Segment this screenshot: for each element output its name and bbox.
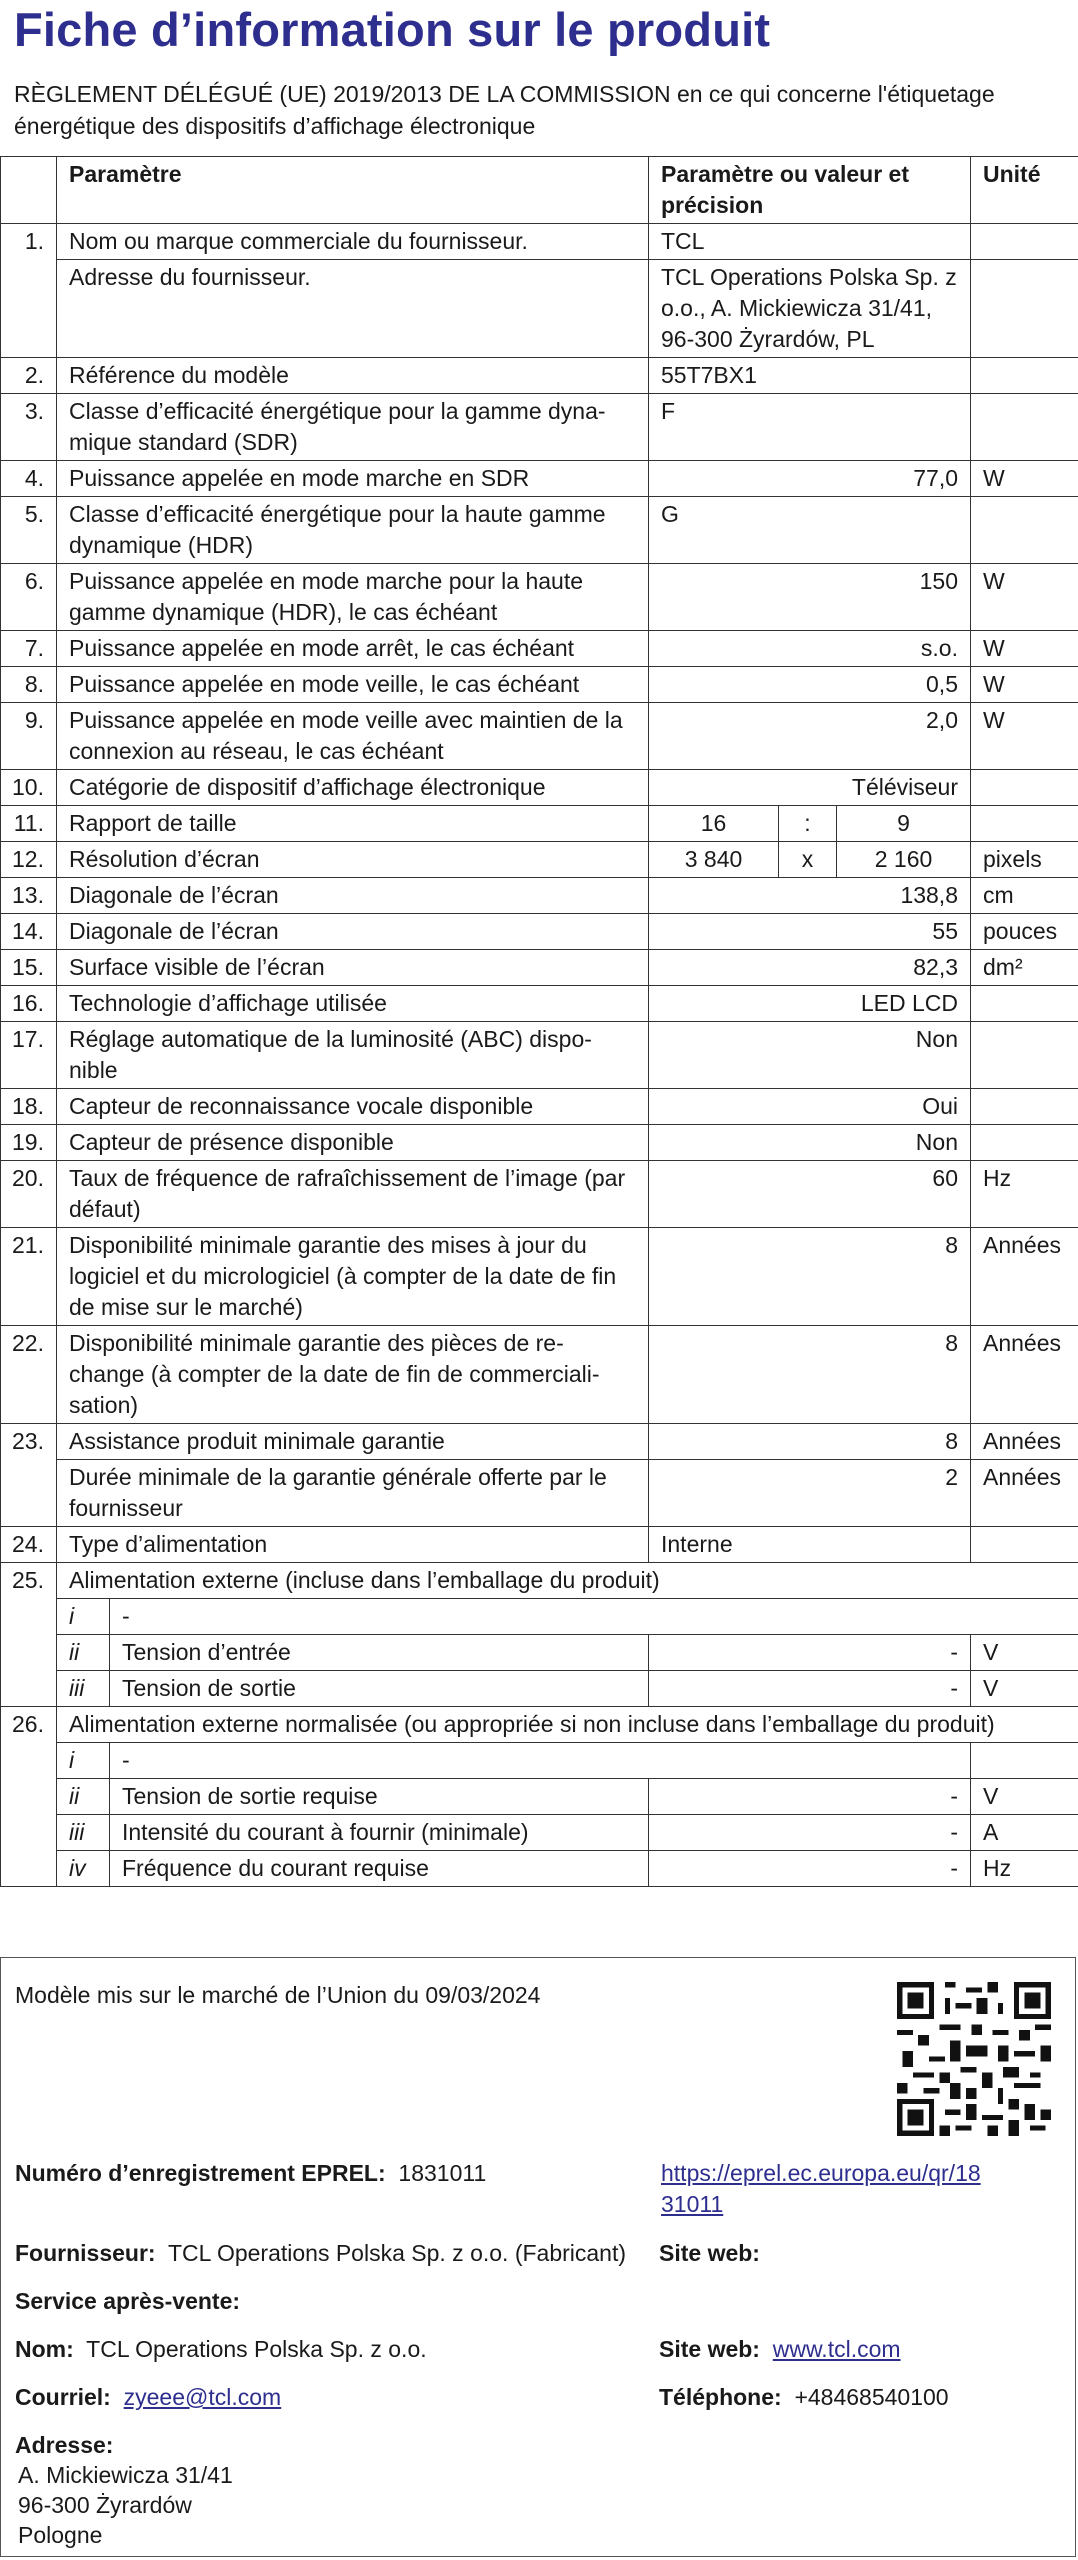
market-date: Modèle mis sur le marché de l’Union du 09/03/2024	[15, 1982, 541, 2008]
table-row: 3. Classe d’efficacité énergétique pour la gamme dyna-mique standard (SDR) F	[1, 394, 1078, 461]
address-line: 96-300 Żyrardów	[18, 2492, 192, 2518]
service-name-row: Nom: TCL Operations Polska Sp. z o.o.	[15, 2336, 427, 2362]
sub-row: ii Tension d’entrée - V	[1, 1635, 1078, 1671]
service-site-row: Site web: www.tcl.com	[659, 2336, 901, 2362]
table-row: 7. Puissance appelée en mode arrêt, le cas échéant s.o. W	[1, 631, 1078, 667]
service-label: Service après-vente:	[15, 2288, 241, 2314]
table-row: 4. Puissance appelée en mode marche en SDR 77,0 W	[1, 461, 1078, 497]
regulation-subtitle: RÈGLEMENT DÉLÉGUÉ (UE) 2019/2013 DE LA COMMISSION en ce qui concerne l'étiquetage énergétique des dispositifs d’affichage électronique	[14, 81, 995, 139]
qr-code-icon[interactable]	[897, 1982, 1051, 2136]
eprel-label: Numéro d’enregistrement EPREL:	[15, 2160, 386, 2186]
table-row: 16. Technologie d’affichage utilisée LED LCD	[1, 986, 1078, 1022]
email-row: Courriel: zyeee@tcl.com	[15, 2384, 282, 2410]
sub-row: iii Tension de sortie - V	[1, 1671, 1078, 1707]
table-row: 10. Catégorie de dispositif d’affichage électronique Téléviseur	[1, 770, 1078, 806]
supplier-site-label: Site web:	[659, 2240, 760, 2266]
table-row: 1. Nom ou marque commerciale du fournisseur. TCL	[1, 224, 1078, 260]
table-row: 15. Surface visible de l’écran 82,3 dm²	[1, 950, 1078, 986]
table-row: 17. Réglage automatique de la luminosité (ABC) dispo-nible Non	[1, 1022, 1078, 1089]
table-row: 9. Puissance appelée en mode veille avec maintien de la connexion au réseau, le cas échéant 2,0 W	[1, 703, 1078, 770]
phone-row: Téléphone: +48468540100	[659, 2384, 949, 2410]
supplier-row: Fournisseur: TCL Operations Polska Sp. z o.o. (Fabricant)	[15, 2240, 627, 2266]
header-param: Paramètre	[57, 157, 649, 224]
spec-table	[0, 156, 1078, 1887]
page-title: Fiche d’information sur le produit	[14, 3, 771, 56]
sub-row: iv Fréquence du courant requise - Hz	[1, 1851, 1078, 1887]
table-row: 2. Référence du modèle 55T7BX1	[1, 358, 1078, 394]
sub-row: i -	[1, 1599, 1078, 1635]
table-row: 18. Capteur de reconnaissance vocale disponible Oui	[1, 1089, 1078, 1125]
table-row: 5. Classe d’efficacité énergétique pour la haute gamme dynamique (HDR) G	[1, 497, 1078, 564]
table-row: 21. Disponibilité minimale garantie des mises à jour du logiciel et du micrologiciel (à compter de la date de fin de mise sur le marché) 8 Années	[1, 1228, 1078, 1326]
table-row: 25. Alimentation externe (incluse dans l’emballage du produit)	[1, 1563, 1078, 1599]
registration-panel	[0, 1957, 1076, 2557]
table-row: Durée minimale de la garantie générale offerte par le fournisseur 2 Années	[1, 1460, 1078, 1527]
table-row: 19. Capteur de présence disponible Non	[1, 1125, 1078, 1161]
eprel-row	[15, 2158, 486, 2189]
sub-row: iii Intensité du courant à fournir (minimale) - A	[1, 1815, 1078, 1851]
eprel-number: 1831011	[398, 2160, 487, 2186]
email-link[interactable]: zyeee@tcl.com	[123, 2384, 282, 2410]
address-label: Adresse:	[15, 2432, 114, 2458]
table-row: 11. Rapport de taille 16 : 9	[1, 806, 1078, 842]
address-line: Pologne	[18, 2522, 103, 2548]
table-row: 6. Puissance appelée en mode marche pour la haute gamme dynamique (HDR), le cas échéant 150 W	[1, 564, 1078, 631]
table-row: 26. Alimentation externe normalisée (ou appropriée si non incluse dans l’emballage du produit)	[1, 1707, 1078, 1743]
address-line: A. Mickiewicza 31/41	[18, 2462, 233, 2488]
table-row: 8. Puissance appelée en mode veille, le cas échéant 0,5 W	[1, 667, 1078, 703]
website-link[interactable]: www.tcl.com	[772, 2336, 901, 2362]
table-row: 22. Disponibilité minimale garantie des pièces de re-change (à compter de la date de fin de commerciali-sation) 8 Années	[1, 1326, 1078, 1424]
table-row: Adresse du fournisseur. TCL Operations Polska Sp. z o.o., A. Mickiewicza 31/41, 96-300 Żyrardów, PL	[1, 260, 1078, 358]
table-row: 13. Diagonale de l’écran 138,8 cm	[1, 878, 1078, 914]
table-row: 12. Résolution d’écran 3 840 x 2 160 pixels	[1, 842, 1078, 878]
eprel-link[interactable]: https://eprel.ec.europa.eu/qr/18 31011	[661, 2160, 981, 2217]
header-value: Paramètre ou valeur et précision	[649, 157, 971, 224]
header-unit: Unité	[971, 157, 1078, 224]
sub-row: i -	[1, 1743, 1078, 1779]
table-row: 14. Diagonale de l’écran 55 pouces	[1, 914, 1078, 950]
table-row: 23. Assistance produit minimale garantie 8 Années	[1, 1424, 1078, 1460]
table-row: 24. Type d’alimentation Interne	[1, 1527, 1078, 1563]
table-row: 20. Taux de fréquence de rafraîchissement de l’image (par défaut) 60 Hz	[1, 1161, 1078, 1228]
sub-row: ii Tension de sortie requise - V	[1, 1779, 1078, 1815]
table-header-row	[1, 157, 1078, 224]
